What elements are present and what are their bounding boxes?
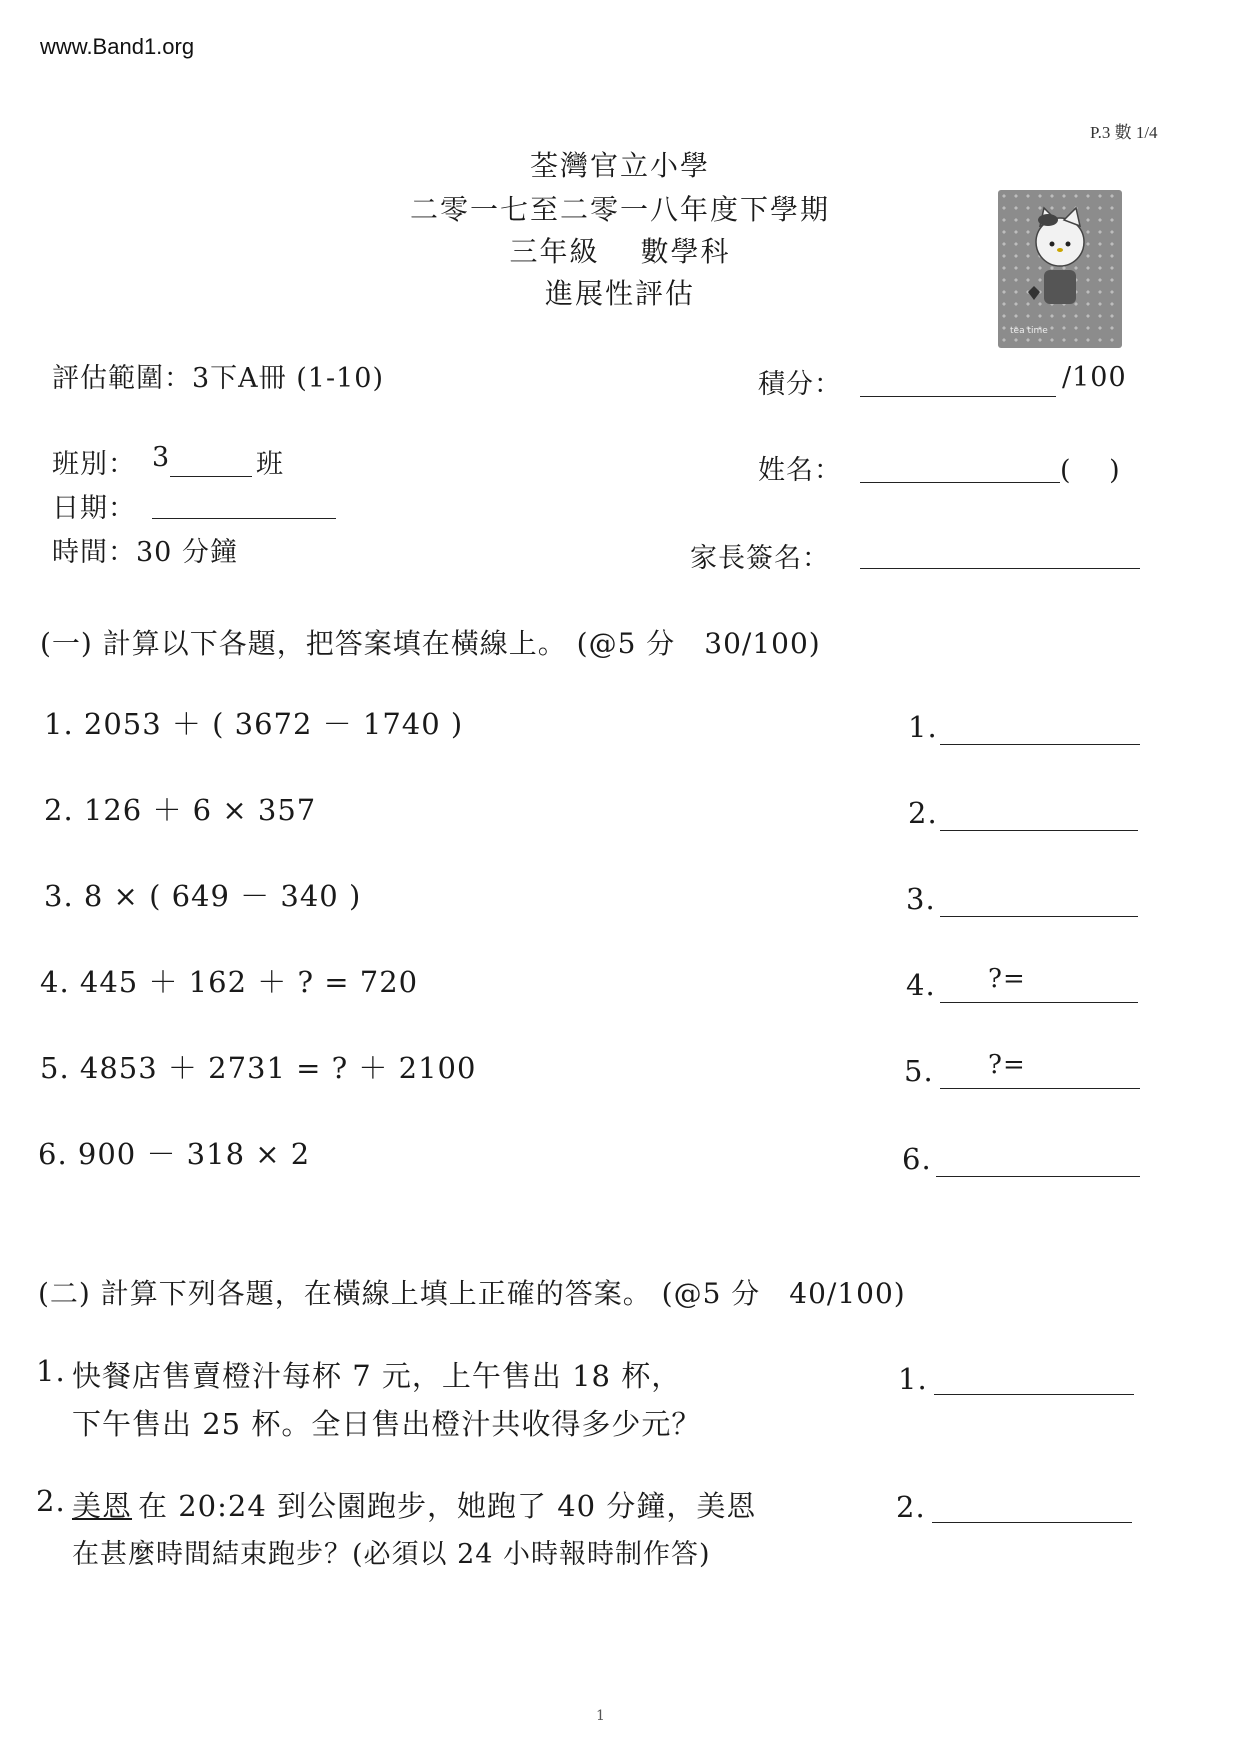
word-answer1-line[interactable]: [934, 1394, 1134, 1395]
date-input-line[interactable]: [152, 518, 336, 519]
answer2-line[interactable]: [940, 830, 1138, 831]
parent-signature-line[interactable]: [860, 568, 1140, 569]
school-name: 荃灣官立小學: [529, 149, 710, 182]
page-reference: P.3 數 1/4: [1090, 123, 1158, 142]
grade-subject: 三年級 數學科: [509, 235, 731, 268]
section1-question-3: 3. 8 × ( 649 － 340 ): [44, 879, 362, 913]
class-label: 班別：: [52, 449, 136, 480]
answer4-line[interactable]: [940, 1002, 1138, 1003]
section1-question-5: 5. 4853 ＋ 2731 = ? ＋ 2100: [40, 1051, 477, 1085]
word-problem-2-number: 2.: [36, 1484, 66, 1518]
word-answer1-number: 1.: [898, 1362, 928, 1396]
word-answer2-number: 2.: [896, 1490, 926, 1524]
word-problem-2-person-name: 美恩: [72, 1489, 133, 1523]
assessment-title: 進展性評估: [544, 277, 695, 310]
answer6-number: 6.: [902, 1142, 932, 1176]
name-input-line[interactable]: [860, 482, 1060, 483]
answer3-number: 3.: [906, 882, 936, 916]
section1-question-2: 2. 126 ＋ 6 × 357: [44, 793, 317, 827]
website-url: www.Band1.org: [40, 34, 195, 59]
word-problem-1-number: 1.: [36, 1354, 66, 1388]
answer2-number: 2.: [908, 796, 938, 830]
section1-question-6: 6. 900 － 318 × 2: [38, 1137, 311, 1171]
cat-face-icon: [1018, 200, 1102, 310]
class-number-parentheses: ( ): [1060, 455, 1121, 486]
answer3-line[interactable]: [940, 916, 1138, 917]
answer1-number: 1.: [908, 710, 938, 744]
answer6-line[interactable]: [936, 1176, 1140, 1177]
answer5-line[interactable]: [940, 1088, 1140, 1089]
time-allowed: 時間：30 分鐘: [52, 537, 238, 568]
assessment-scope: 評估範圍：3下A冊 (1-10): [52, 363, 384, 394]
section1-question-4: 4. 445 ＋ 162 ＋ ? = 720: [40, 965, 419, 999]
sticker-caption: tea time: [1010, 326, 1048, 336]
answer4-number: 4.: [906, 968, 936, 1002]
date-label: 日期：: [52, 493, 136, 524]
answer5-prefix: ?=: [988, 1050, 1026, 1080]
answer1-line[interactable]: [940, 744, 1140, 745]
score-label: 積分：: [758, 369, 842, 400]
word-problem-1-line2: 下午售出 25 杯。全日售出橙汁共收得多少元？: [72, 1407, 702, 1441]
word-answer2-line[interactable]: [932, 1522, 1132, 1523]
name-label: 姓名：: [758, 455, 842, 486]
section2-heading: (二) 計算下列各題，在橫線上填上正確的答案。 (@5 分 40/100): [38, 1277, 906, 1310]
parent-signature-label: 家長簽名：: [690, 543, 830, 574]
school-year: 二零一七至二零一八年度下學期: [409, 193, 830, 226]
section1-question-1: 1. 2053 ＋ ( 3672 － 1740 ): [44, 707, 464, 741]
class-suffix: 班: [256, 449, 284, 480]
class-value: 3: [152, 442, 171, 473]
word-problem-1-line1: 快餐店售賣橙汁每杯 7 元，上午售出 18 杯，: [72, 1359, 682, 1393]
word-problem-2-line2: 在甚麼時間結束跑步？(必須以 24 小時報時制作答): [72, 1539, 711, 1570]
word-problem-2-line1: 在 20:24 到公園跑步，她跑了 40 分鐘，美恩: [138, 1489, 757, 1523]
score-total: /100: [1062, 362, 1127, 393]
class-input-line[interactable]: [170, 476, 252, 477]
section1-heading: (一) 計算以下各題，把答案填在橫線上。 (@5 分 30/100): [40, 627, 821, 660]
score-input-line[interactable]: [860, 396, 1056, 397]
answer4-prefix: ?=: [988, 964, 1026, 994]
answer5-number: 5.: [904, 1054, 934, 1088]
page-number: 1: [596, 1708, 605, 1724]
